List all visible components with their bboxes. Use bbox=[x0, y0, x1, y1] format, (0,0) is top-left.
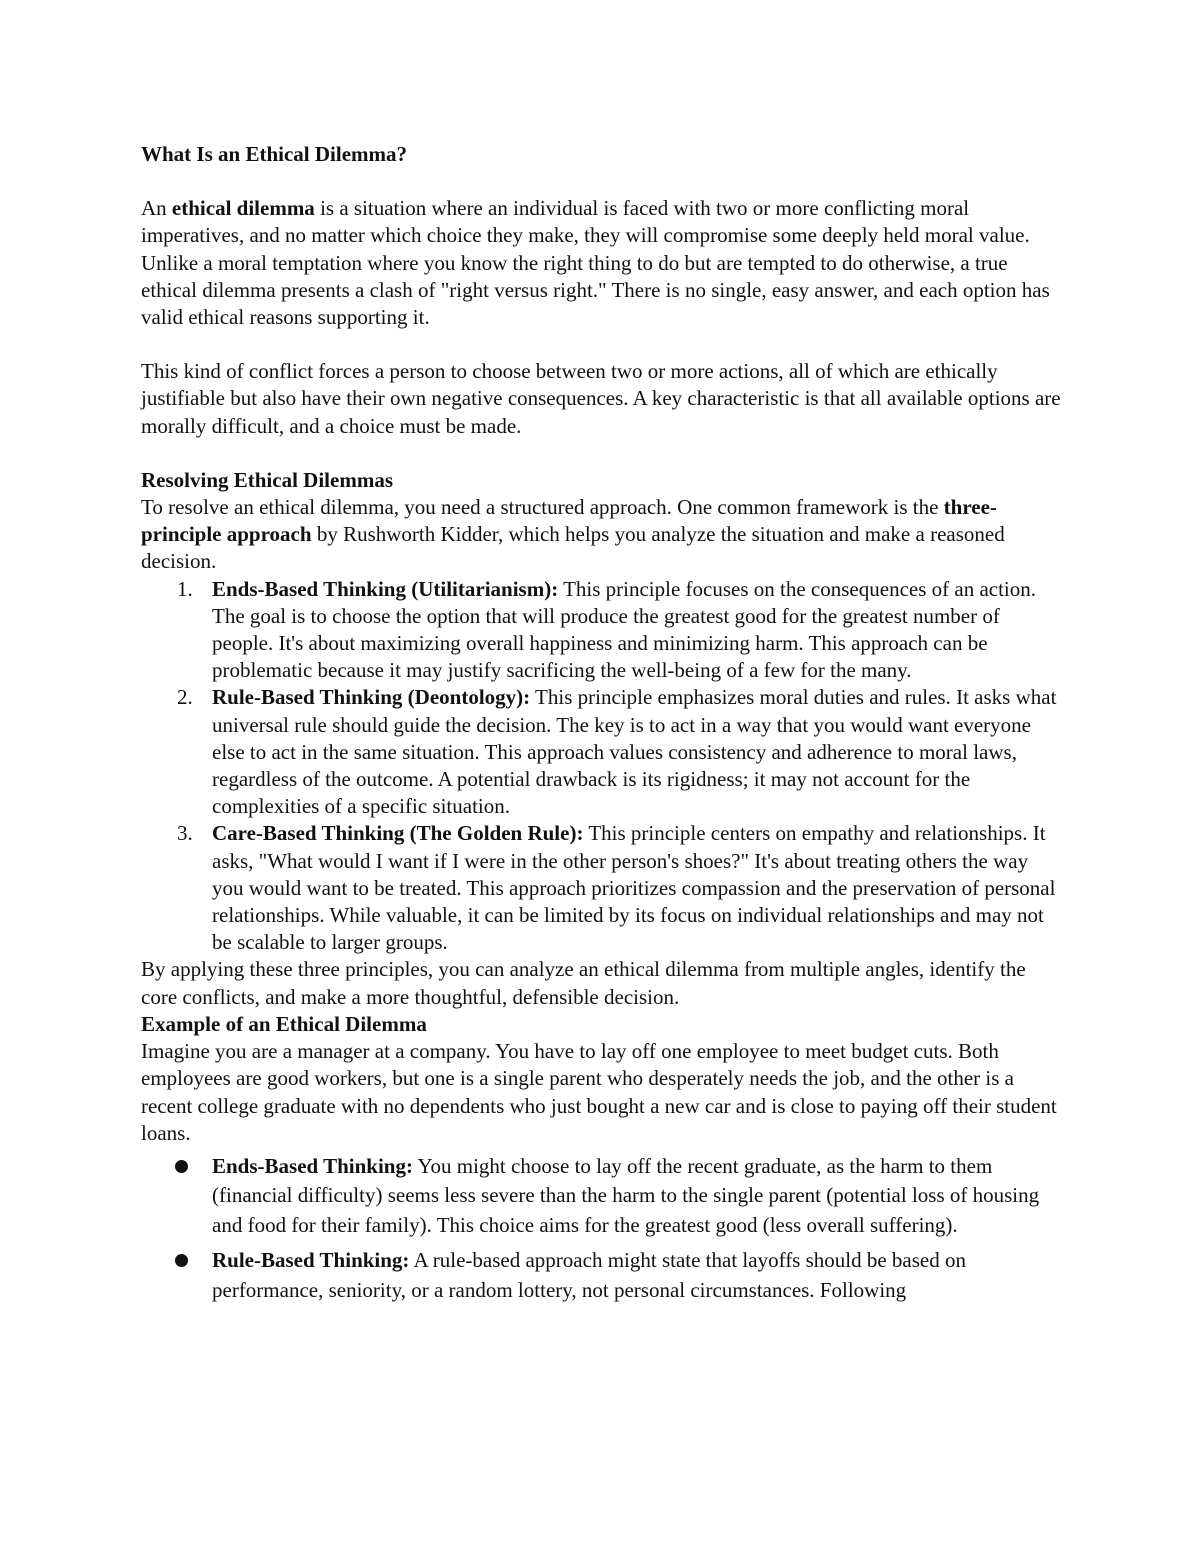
intro-lead: An bbox=[141, 196, 172, 221]
list-item bbox=[141, 1246, 1061, 1305]
principle-title: Care-Based Thinking (The Golden Rule): bbox=[212, 821, 584, 846]
ethical-dilemma-term: ethical dilemma bbox=[171, 196, 315, 221]
document-page bbox=[141, 141, 1061, 1311]
principles-list bbox=[141, 576, 1061, 957]
spacer bbox=[141, 168, 1061, 195]
list-item bbox=[141, 820, 1061, 956]
resolving-intro-rest: by Rushworth Kidder, which helps you analyze the situation and make a reasoned decision. bbox=[141, 522, 1005, 574]
principle-title: Ends-Based Thinking (Utilitarianism): bbox=[212, 576, 559, 601]
page-title: What Is an Ethical Dilemma? bbox=[141, 142, 408, 166]
three-principle-term: three-principle approach bbox=[141, 495, 997, 547]
intro-paragraph-1 bbox=[141, 195, 1061, 331]
principle-text: This principle centers on empathy and relationships. It asks, "What would I want if I were in the other person's shoes?" It's about treating others the way you would want to be treated. This approach prioritizes compassion and the preservation of personal relationships. While valuable, it can be limited by its focus on individual relationships and may not be scalable to larger groups. bbox=[212, 821, 1056, 955]
list-number: 2. bbox=[177, 685, 193, 710]
list-number: 3. bbox=[177, 821, 193, 846]
example-bullet-list bbox=[141, 1152, 1061, 1306]
list-number: 1. bbox=[177, 576, 193, 601]
bullet-title: Rule-Based Thinking: bbox=[212, 1248, 410, 1273]
bullet-text: A rule-based approach might state that layoffs should be based on performance, seniority, or a random lottery, not personal circumstances. Following bbox=[212, 1248, 966, 1302]
spacer bbox=[141, 331, 1061, 358]
resolving-intro-lead: To resolve an ethical dilemma, you need a structured approach. One common framework is the bbox=[141, 495, 944, 520]
resolving-intro bbox=[141, 494, 1061, 576]
bullet-icon bbox=[175, 1160, 188, 1173]
intro-rest: is a situation where an individual is faced with two or more conflicting moral imperatives, and no matter which choice they make, they will compromise some deeply held moral value. Unlike a moral temptation where you know the right thing to do but are tempted to do otherwise, a true ethical dilemma presents a clash of "right versus right." There is no single, easy answer, and each option has valid ethical reasons supporting it. bbox=[141, 196, 1050, 330]
bullet-text: You might choose to lay off the recent graduate, as the harm to them (financial difficulty) seems less severe than the harm to the single parent (potential loss of housing and food for their family). This choice aims for the greatest good (less overall suffering). bbox=[212, 1153, 1040, 1237]
example-heading: Example of an Ethical Dilemma bbox=[141, 1011, 427, 1036]
list-item bbox=[141, 684, 1061, 820]
principle-text: This principle emphasizes moral duties and rules. It asks what universal rule should guide the decision. The key is to act in a way that you would want everyone else to act in the same situation. This approach values consistency and adherence to moral laws, regardless of the outcome. A potential drawback is its rigidness; it may not account for the complexities of a specific situation. bbox=[212, 685, 1057, 819]
list-item bbox=[141, 576, 1061, 685]
bullet-icon bbox=[175, 1254, 188, 1267]
intro-paragraph-2: This kind of conflict forces a person to choose between two or more actions, all of which are ethically justifiable but also have their own negative consequences. A key characteristic is that all available options are morally difficult, and a choice must be made. bbox=[141, 359, 1061, 438]
principle-text: This principle focuses on the consequences of an action. The goal is to choose the option that will produce the greatest good for the greatest number of people. It's about maximizing overall happiness and minimizing harm. This approach can be problematic because it may justify sacrificing the well-being of a few for the many. bbox=[212, 576, 1037, 683]
resolving-heading: Resolving Ethical Dilemmas bbox=[141, 467, 393, 492]
list-item bbox=[141, 1152, 1061, 1241]
resolving-conclusion: By applying these three principles, you can analyze an ethical dilemma from multiple angles, identify the core conflicts, and make a more thoughtful, defensible decision. bbox=[141, 957, 1026, 1009]
spacer bbox=[141, 440, 1061, 467]
bullet-title: Ends-Based Thinking: bbox=[212, 1153, 413, 1178]
example-scenario: Imagine you are a manager at a company. You have to lay off one employee to meet budget cuts. Both employees are good workers, but one is a single parent who desperately needs the job, and the other is a recent college graduate with no dependents who just bought a new car and is close to paying off their student loans. bbox=[141, 1039, 1057, 1145]
principle-title: Rule-Based Thinking (Deontology): bbox=[212, 685, 531, 710]
